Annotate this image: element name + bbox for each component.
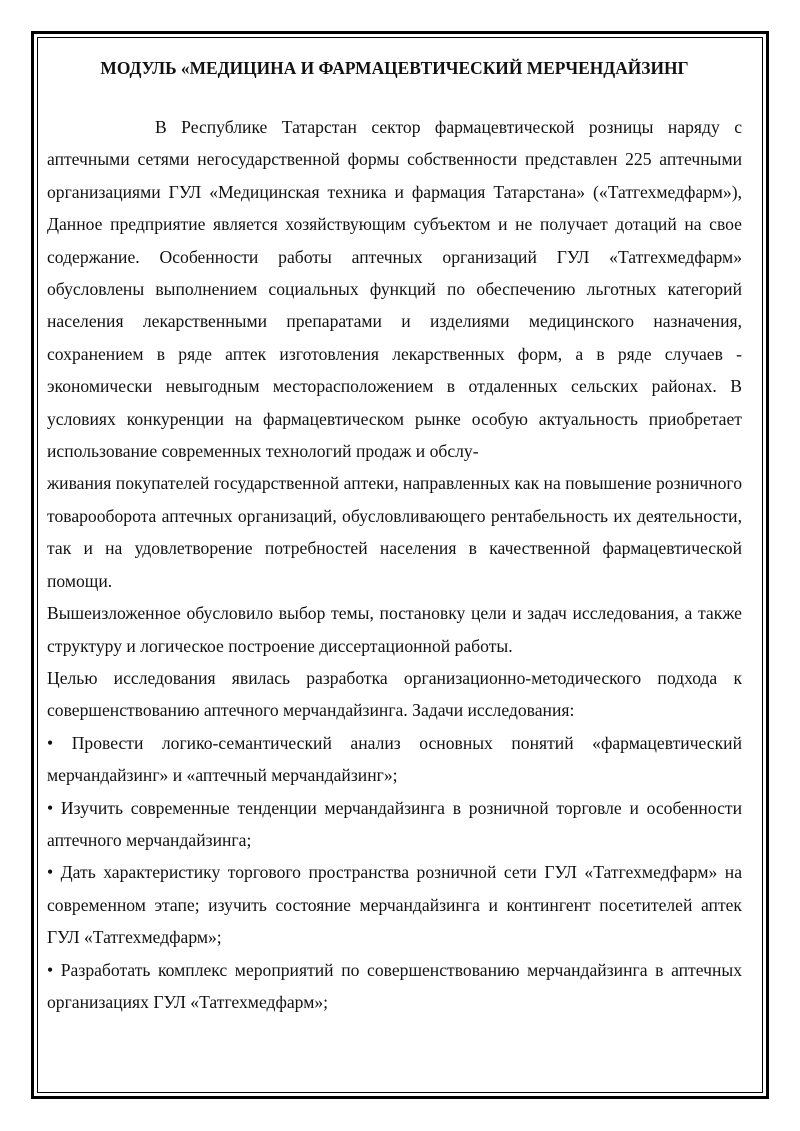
paragraph-research-goal: Целью исследования явилась разработка организационно-методического подхода к совершенствованию аптечного мерчандайзинга. Задачи исследования: bbox=[47, 667, 742, 721]
paragraph-intro: В Республике Татарстан сектор фармацевтической розницы наряду с аптечными сетями негосударственной формы собственности представлен 225 аптечными организациями ГУЛ «Медицинская техника и фармация Татарстана» («Татгехмедфарм»), Данное предприятие является хозяйствующим субъектом и не получает дотаций на свое содержание. Особенности работы аптечных организаций ГУЛ «Татгехмедфарм» обусловлены выполнением социальных функций по обеспечению льготных категорий населения лекарственными препаратами и изделиями медицинского назначения, сохранением в ряде аптек изготовления лекарственных форм, а в ряде случаев - экономически невыгодным месторасположением в отдаленных сельских районах. В условиях конкуренции на фармацевтическом рынке особую актуальность приобретает использование современных технологий продаж и обслу- bbox=[47, 117, 742, 462]
paragraph-topic-choice: Вышеизложенное обусловило выбор темы, постановку цели и задач исследования, а также структуру и логическое построение диссертационной работы. bbox=[47, 603, 742, 656]
document-title: МОДУЛЬ «МЕДИЦИНА И ФАРМАЦЕВТИЧЕСКИЙ МЕРЧЕНДАЙЗИНГ bbox=[100, 58, 689, 78]
paragraph-continuation: живания покупателей государственной аптеки, направленных как на повышение розничного товарооборота аптечных организаций, обусловливающего рентабельность их деятельности, так и на удовлетворение потребностей населения в качественной фармацевтической помощи. bbox=[47, 473, 742, 591]
document-body bbox=[47, 52, 742, 1018]
task-item-1: • Провести логико-семантический анализ основных понятий «фармацевтический мерчандайзинг» и «аптечный мерчандайзинг»; bbox=[47, 732, 742, 786]
task-item-3: • Дать характеристику торгового пространства розничной сети ГУЛ «Татгехмедфарм» на современном этапе; изучить состояние мерчандайзинга и контингент посетителей аптек ГУЛ «Татгехмедфарм»; bbox=[47, 862, 742, 948]
task-item-2: • Изучить современные тенденции мерчандайзинга в розничной торговле и особенности аптечного мерчандайзинга; bbox=[47, 797, 742, 850]
task-item-4: • Разработать комплекс мероприятий по совершенствованию мерчандайзинга в аптечных организациях ГУЛ «Татгехмедфарм»; bbox=[47, 959, 742, 1012]
